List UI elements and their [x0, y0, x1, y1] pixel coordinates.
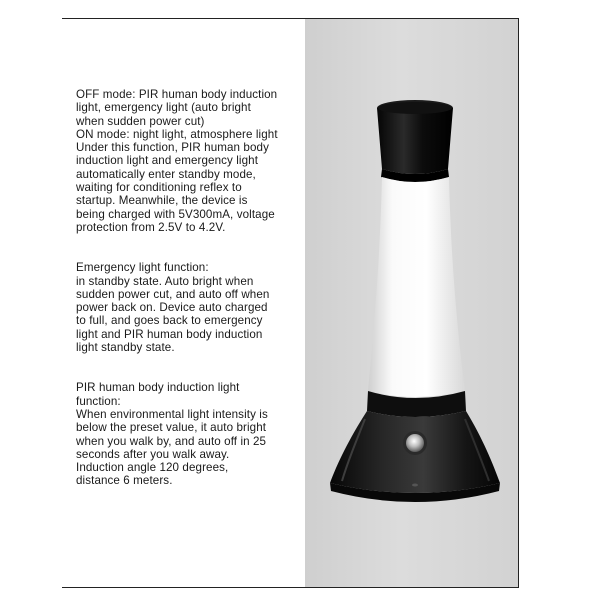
lamp-top-cap	[377, 100, 453, 182]
pir-sensor-icon	[403, 431, 427, 455]
emergency-light-description: Emergency light function: in standby state. Auto bright when sudden power cut, and auto off when power back on. Device auto charged to full, and goes back to emergency light and PIR human body induction light standby state.	[76, 261, 270, 355]
lamp-product-image	[305, 19, 518, 587]
lamp-diffuser	[368, 177, 465, 397]
modes-description: OFF mode: PIR human body induction light, emergency light (auto bright when sudden power cut) ON mode: night light, atmosphere light Under this function, PIR human body induction light and emergency light automatically enter standby mode, waiting for conditioning reflex to startup. Meanwhile, the device is being charged with 5V300mA, voltage protection from 2.5V to 4.2V.	[76, 88, 278, 234]
pir-light-description: PIR human body induction light function: When environmental light intensity is below the preset value, it auto bright when you walk by, and auto off in 25 seconds after you walk away. Induction angle 120 degrees, distance 6 meters.	[76, 381, 268, 488]
feature-description	[76, 88, 308, 488]
lamp-indicator-dot	[412, 484, 418, 487]
